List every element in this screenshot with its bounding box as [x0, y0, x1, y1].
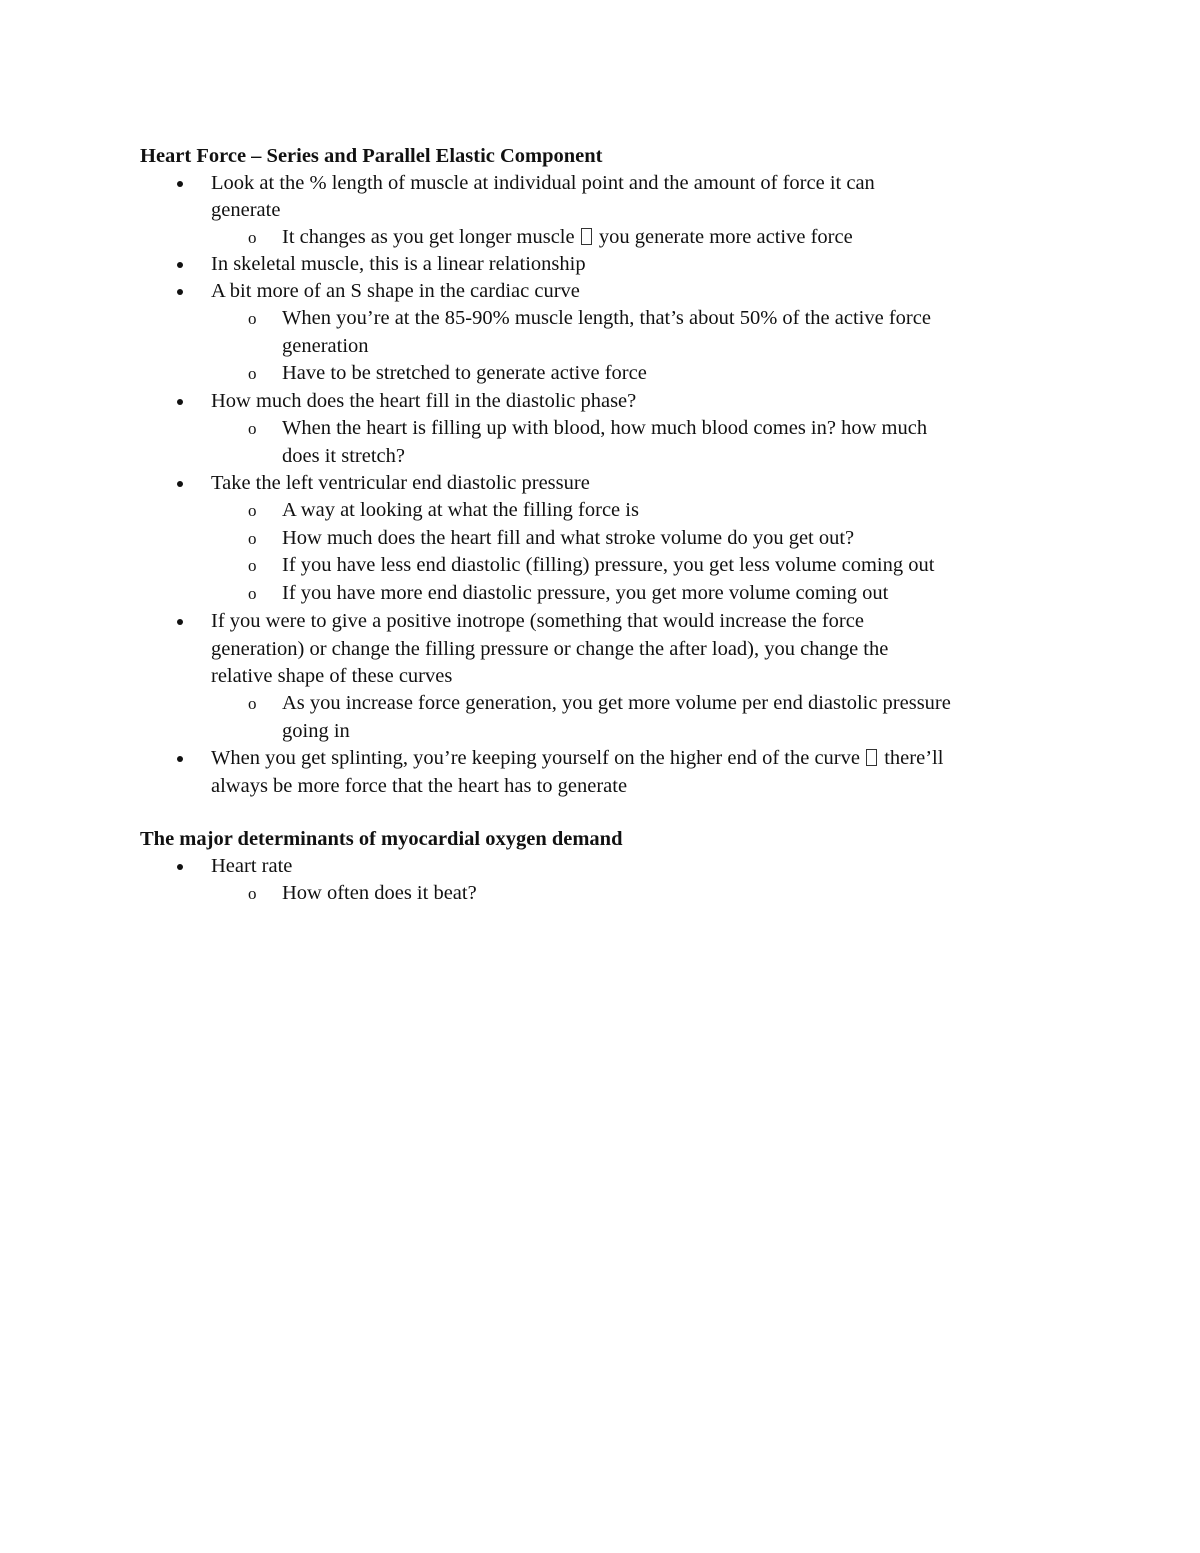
- list-item-line: When you get splinting, you’re keeping yourself on the higher end of the curve there’ll: [211, 747, 944, 769]
- sub-bullet-icon: o: [248, 884, 257, 903]
- list-item-line: Heart rate: [211, 855, 293, 877]
- section-heading: Heart Force – Series and Parallel Elastic Component: [140, 145, 603, 167]
- missing-glyph-box-icon: [581, 228, 592, 245]
- sub-bullet-icon: o: [248, 556, 257, 575]
- sub-list-item-line: Have to be stretched to generate active force: [282, 362, 647, 384]
- list-item-line: generation) or change the filling pressure or change the after load), you change the: [211, 638, 889, 660]
- sub-list-item-line: How much does the heart fill and what stroke volume do you get out?: [282, 527, 855, 549]
- bullet-icon: [177, 181, 183, 187]
- bullet-icon: [177, 289, 183, 295]
- sub-bullet-icon: o: [248, 501, 257, 520]
- bullet-icon: [177, 481, 183, 487]
- list-item-line: How much does the heart fill in the diastolic phase?: [211, 390, 637, 412]
- missing-glyph-box-icon: [866, 749, 877, 766]
- sub-list-item-line: It changes as you get longer muscle you generate more active force: [282, 226, 853, 248]
- sub-list-item-line: If you have more end diastolic pressure, you get more volume coming out: [282, 582, 889, 604]
- sub-list-item-line: generation: [282, 335, 369, 357]
- sub-list-item-line: going in: [282, 720, 350, 742]
- list-item-line: If you were to give a positive inotrope (something that would increase the force: [211, 610, 864, 632]
- sub-bullet-icon: o: [248, 419, 257, 438]
- bullet-icon: [177, 756, 183, 762]
- list-item-line: A bit more of an S shape in the cardiac curve: [211, 280, 580, 302]
- sub-list-item-line: If you have less end diastolic (filling) pressure, you get less volume coming out: [282, 554, 935, 576]
- sub-list-item-line: does it stretch?: [282, 445, 405, 467]
- list-item-line: Take the left ventricular end diastolic pressure: [211, 472, 590, 494]
- list-item-line: In skeletal muscle, this is a linear relationship: [211, 253, 586, 275]
- sub-bullet-icon: o: [248, 364, 257, 383]
- sub-list-item-line: When the heart is filling up with blood, how much blood comes in? how much: [282, 417, 928, 439]
- bullet-icon: [177, 262, 183, 268]
- list-item-line: always be more force that the heart has to generate: [211, 775, 628, 797]
- list-item-line: generate: [211, 199, 281, 221]
- list-item-line: Look at the % length of muscle at individual point and the amount of force it can: [211, 172, 875, 194]
- sub-bullet-icon: o: [248, 584, 257, 603]
- section-heading: The major determinants of myocardial oxygen demand: [140, 828, 623, 850]
- sub-list-item-line: As you increase force generation, you get more volume per end diastolic pressure: [282, 692, 951, 714]
- bullet-icon: [177, 619, 183, 625]
- sub-bullet-icon: o: [248, 529, 257, 548]
- list-item-line: relative shape of these curves: [211, 665, 453, 687]
- sub-bullet-icon: o: [248, 694, 257, 713]
- sub-list-item-line: When you’re at the 85-90% muscle length, that’s about 50% of the active force: [282, 307, 931, 329]
- bullet-icon: [177, 399, 183, 405]
- sub-list-item-line: A way at looking at what the filling force is: [282, 499, 639, 521]
- bullet-icon: [177, 864, 183, 870]
- sub-bullet-icon: o: [248, 228, 257, 247]
- sub-bullet-icon: o: [248, 309, 257, 328]
- sub-list-item-line: How often does it beat?: [282, 882, 477, 904]
